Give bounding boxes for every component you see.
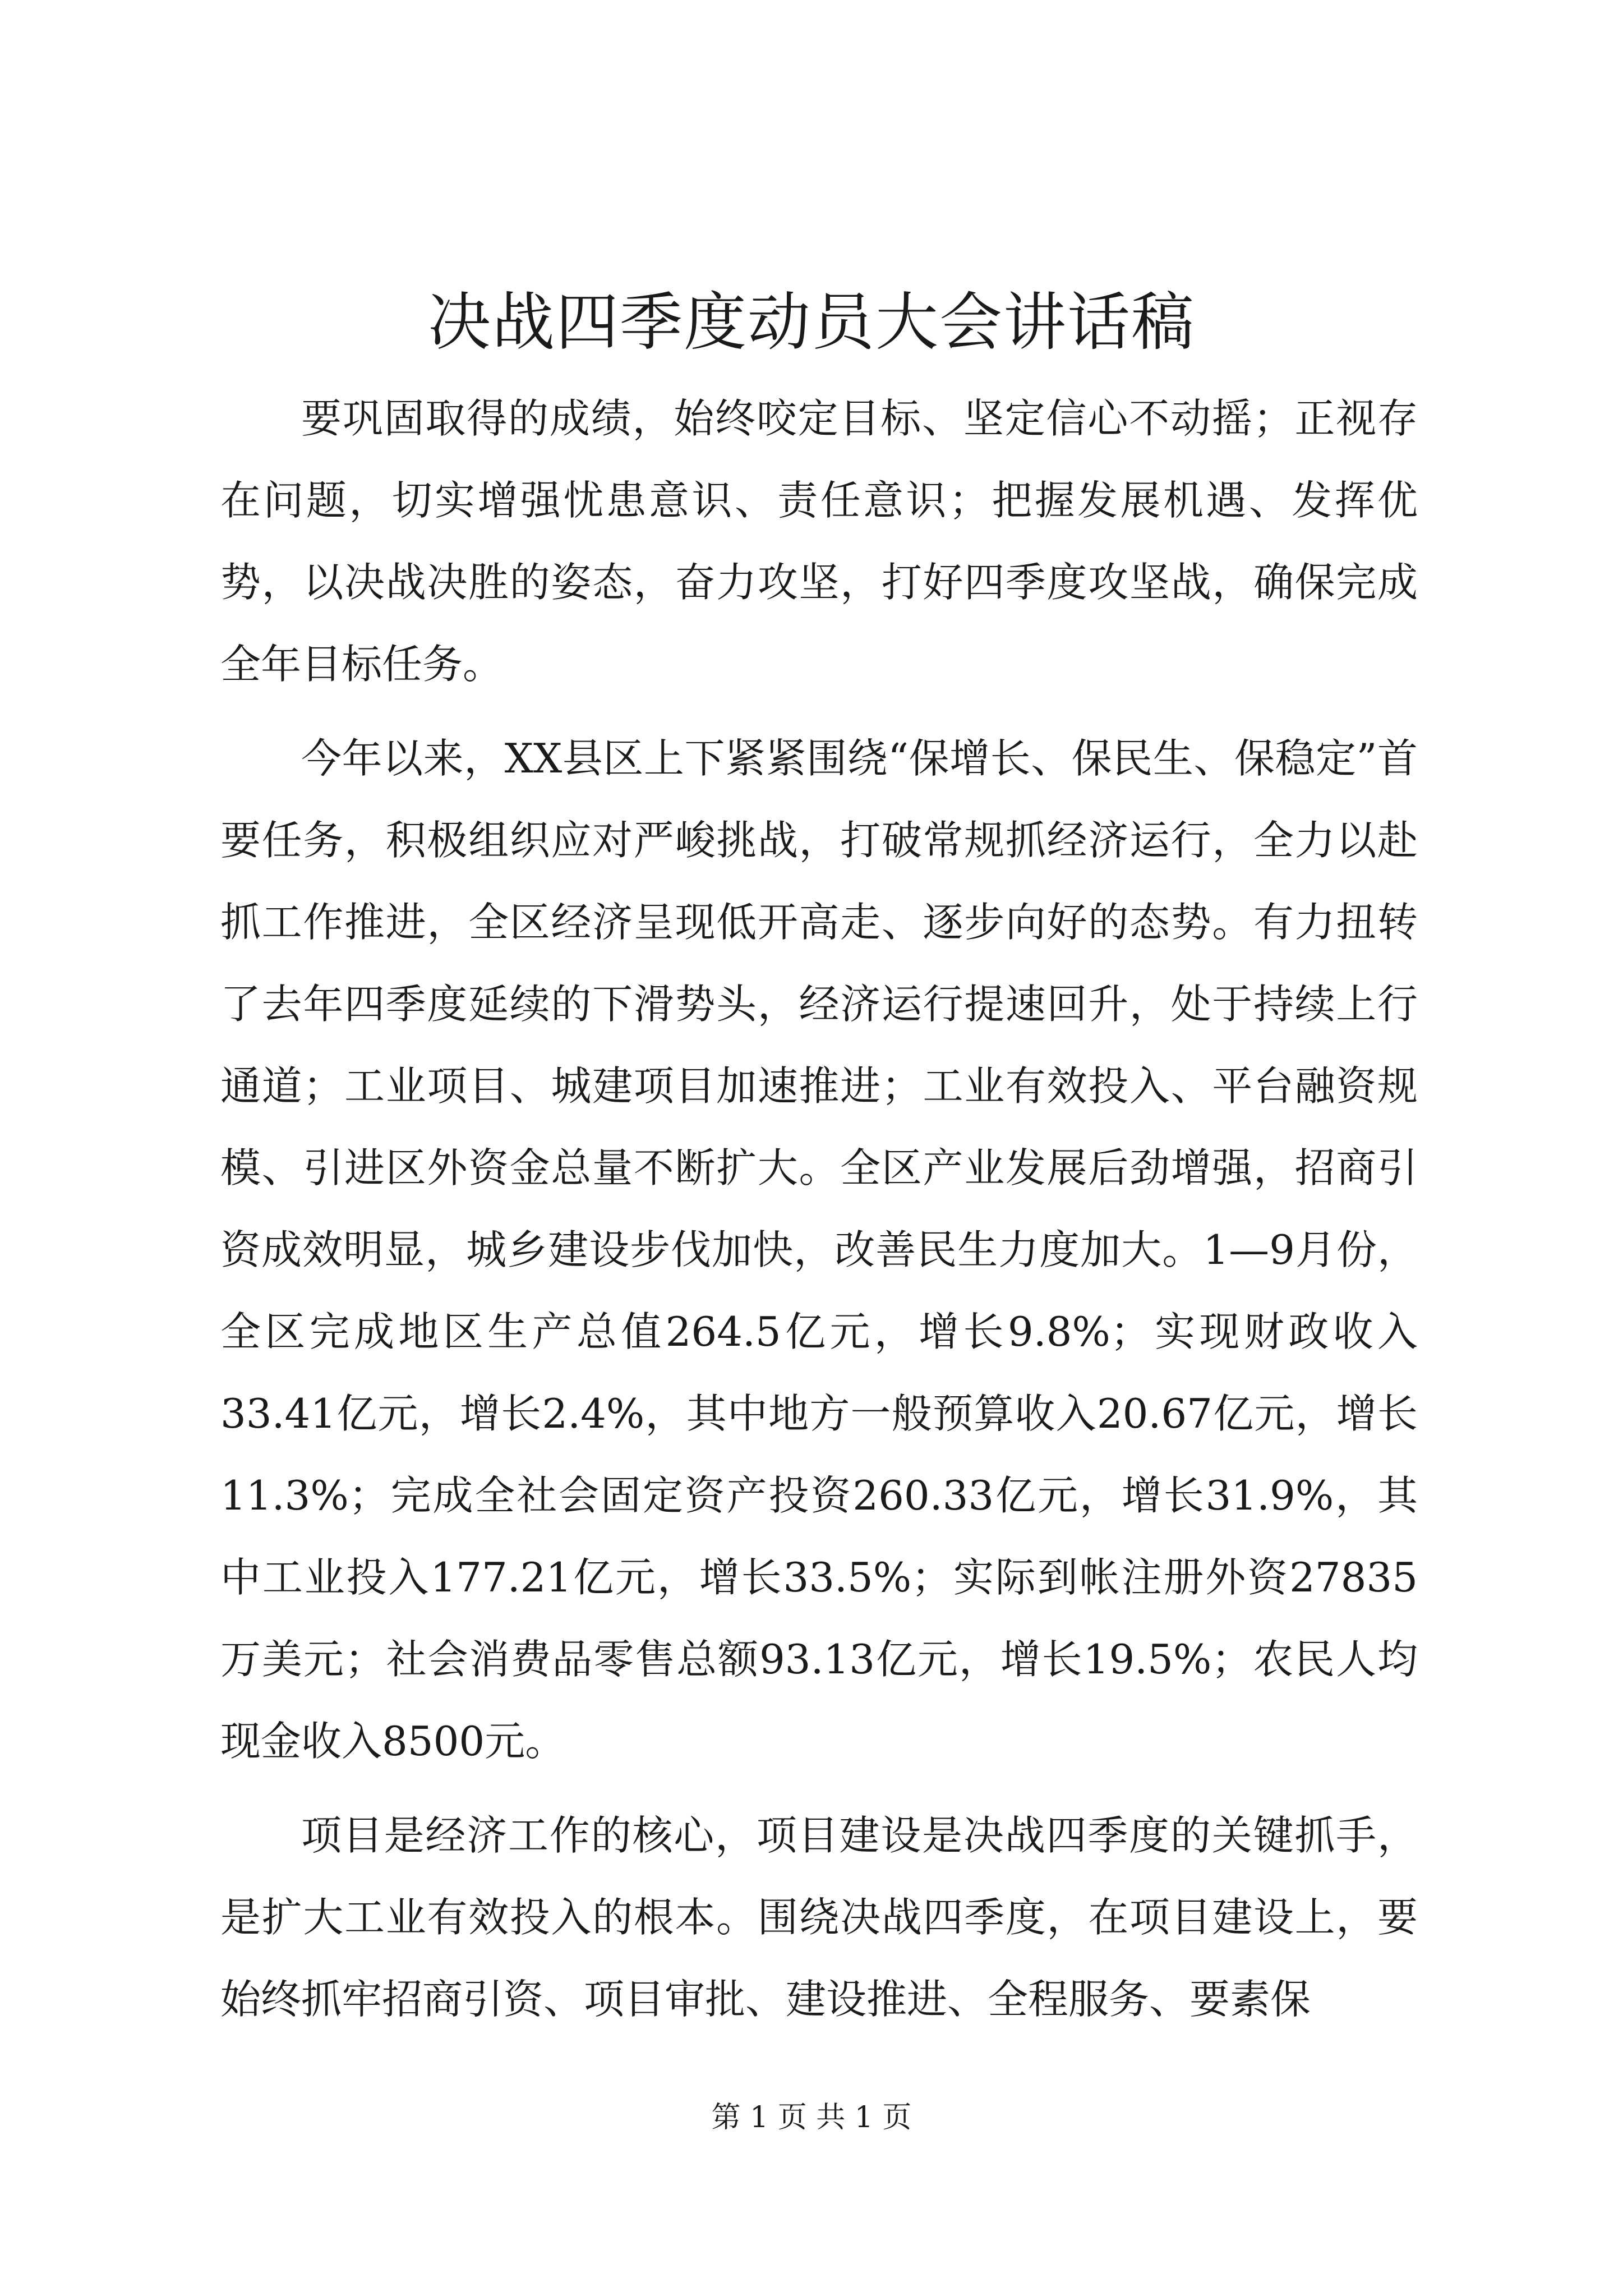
page-footer: 第 1 页 共 1 页 xyxy=(711,2101,912,2134)
paragraph-3: 项目是经济工作的核心，项目建设是决战四季度的关键抓手，是扩大工业有效投入的根本。围绕决战四季度，在项目建设上，要始终抓牢招商引资、项目审批、建设推进、全程服务、要素保 xyxy=(220,1812,1418,2023)
paragraph-1: 要巩固取得的成绩，始终咬定目标、坚定信心不动摇；正视存在问题，切实增强忧患意识、责任意识；把握发展机遇、发挥优势，以决战决胜的姿态，奋力攻坚，打好四季度攻坚战，确保完成全年目标任务。 xyxy=(220,395,1418,688)
document-title: 决战四季度动员大会讲话稿 xyxy=(428,286,1195,359)
document-body xyxy=(220,378,1418,2040)
paragraph-2: 今年以来，XX县区上下紧紧围绕“保增长、保民生、保稳定”首要任务，积极组织应对严峻挑战，打破常规抓经济运行，全力以赴抓工作推进，全区经济呈现低开高走、逐步向好的态势。有力扭转了去年四季度延续的下滑势头，经济运行提速回升，处于持续上行通道；工业项目、城建项目加速推进；工业有效投入、平台融资规模、引进区外资金总量不断扩大。全区产业发展后劲增强，招商引资成效明显，城乡建设步伐加快，改善民生力度加大。1—9月份，全区完成地区生产总值264.5亿元，增长9.8%；实现财政收入33.41亿元，增长2.4%，其中地方一般预算收入20.67亿元，增长11.3%；完成全社会固定资产投资260.33亿元，增长31.9%，其中工业投入177.21亿元，增长33.5%；实际到帐注册外资27835万美元；社会消费品零售总额93.13亿元，增长19.5%；农民人均现金收入8500元。 xyxy=(220,735,1418,1765)
